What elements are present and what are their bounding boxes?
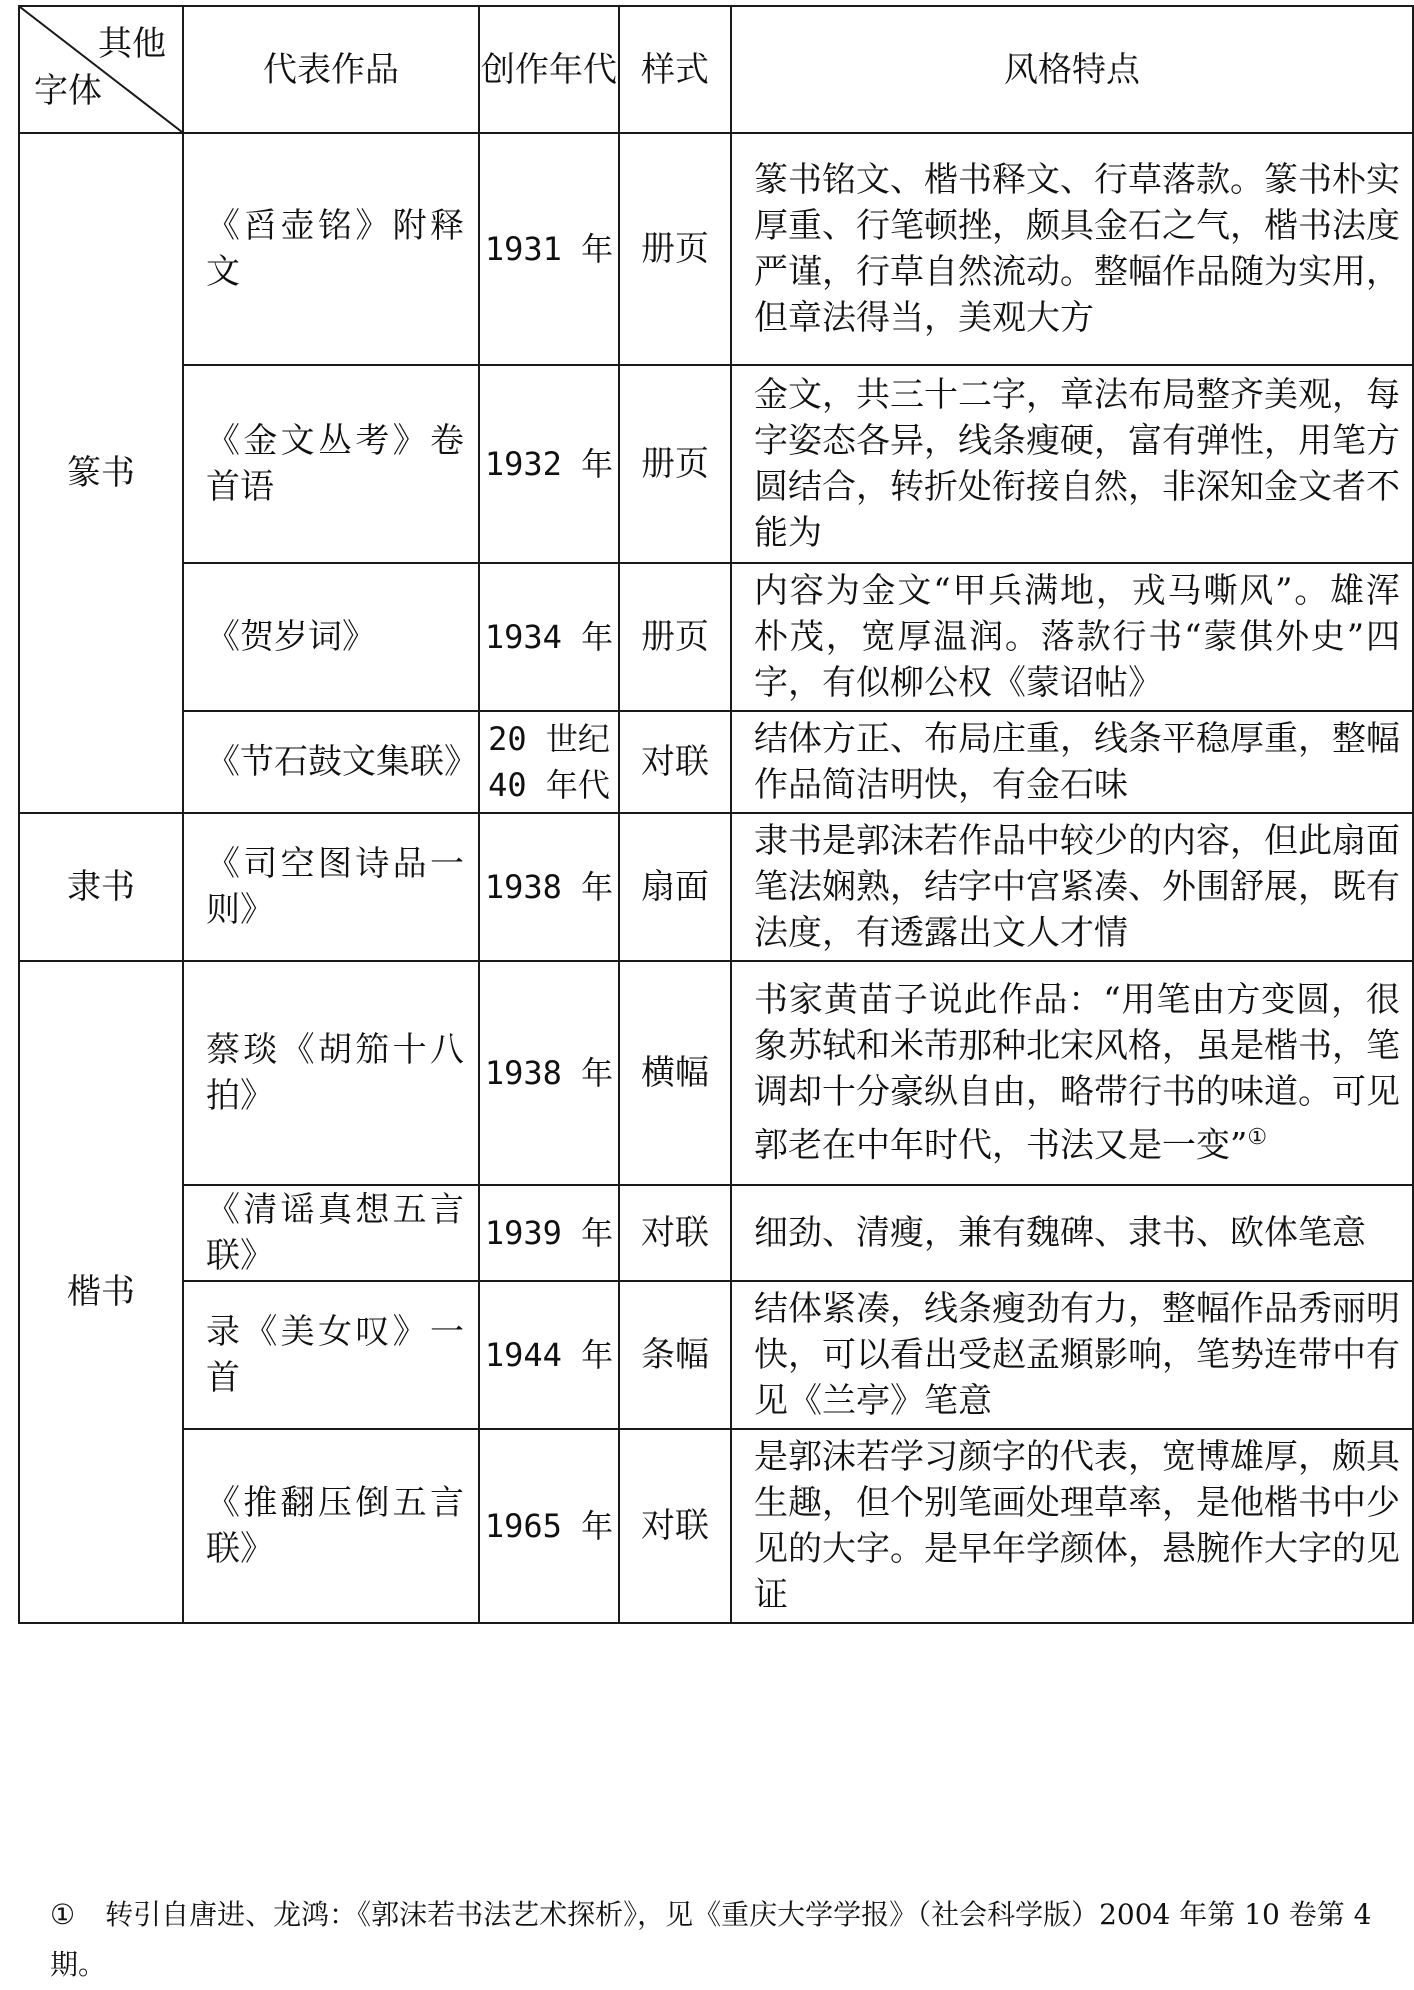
format-cell: 对联 bbox=[619, 1185, 731, 1281]
header-row bbox=[19, 6, 1413, 133]
works-table bbox=[18, 5, 1414, 1624]
feature-cell bbox=[731, 563, 1413, 711]
feature-cell bbox=[731, 961, 1413, 1185]
year-cell: 1932 年 bbox=[479, 365, 619, 563]
work-cell: 《司空图诗品一则》 bbox=[183, 813, 479, 961]
header-year: 创作年代 bbox=[479, 6, 619, 133]
feature-cell bbox=[731, 1281, 1413, 1429]
work-cell: 《贺岁词》 bbox=[183, 563, 479, 711]
work-cell: 《清谣真想五言联》 bbox=[183, 1185, 479, 1281]
year-cell: 1934 年 bbox=[479, 563, 619, 711]
table-row bbox=[19, 1185, 1413, 1281]
feature-text: 书家黄苗子说此作品：“用笔由方变圆，很象苏轼和米芾那种北宋风格，虽是楷书，笔调却十分豪纵自由，略带行书的味道。可见郭老在中年时代，书法又是一变” bbox=[754, 980, 1400, 1166]
category-cell: 隶书 bbox=[19, 813, 183, 961]
diagonal-top-label: 其他 bbox=[98, 24, 166, 64]
feature-cell bbox=[731, 1185, 1413, 1281]
category-cell: 楷书 bbox=[19, 961, 183, 1623]
feature-text: 金文，共三十二字，章法布局整齐美观，每字姿态各异，线条瘦硬，富有弹性，用笔方圆结合，转折处衔接自然，非深知金文者不能为 bbox=[754, 375, 1400, 553]
year-cell: 1944 年 bbox=[479, 1281, 619, 1429]
work-cell: 录《美女叹》一首 bbox=[183, 1281, 479, 1429]
work-cell: 《金文丛考》卷首语 bbox=[183, 365, 479, 563]
year-cell: 1938 年 bbox=[479, 961, 619, 1185]
feature-cell bbox=[731, 133, 1413, 365]
table-row bbox=[19, 711, 1413, 813]
table-row bbox=[19, 1281, 1413, 1429]
feature-text: 细劲、清瘦，兼有魏碑、隶书、欧体笔意 bbox=[754, 1213, 1366, 1253]
feature-cell bbox=[731, 813, 1413, 961]
feature-text: 内容为金文“甲兵满地，戎马嘶风”。雄浑朴茂，宽厚温润。落款行书“蒙倛外史”四字，有似柳公权《蒙诏帖》 bbox=[754, 571, 1400, 703]
year-cell: 1939 年 bbox=[479, 1185, 619, 1281]
footnote-ref: ① bbox=[1247, 1125, 1268, 1151]
work-cell: 蔡琰《胡笳十八拍》 bbox=[183, 961, 479, 1185]
format-cell: 条幅 bbox=[619, 1281, 731, 1429]
year-cell: 20 世纪 40 年代 bbox=[479, 711, 619, 813]
footnote-mark: ① bbox=[50, 1898, 76, 1931]
format-cell: 对联 bbox=[619, 711, 731, 813]
table-body bbox=[19, 133, 1413, 1623]
format-cell: 横幅 bbox=[619, 961, 731, 1185]
diagonal-header-cell bbox=[19, 6, 183, 133]
footnote-text: 转引自唐进、龙鸿：《郭沫若书法艺术探析》，见《重庆大学学报》（社会科学版）2004 年第 10 卷第 4 期。 bbox=[50, 1898, 1372, 1981]
table-row bbox=[19, 563, 1413, 711]
feature-text: 是郭沫若学习颜字的代表，宽博雄厚，颇具生趣，但个别笔画处理草率，是他楷书中少见的大字。是早年学颜体，悬腕作大字的见证 bbox=[754, 1437, 1400, 1615]
work-cell: 《推翻压倒五言联》 bbox=[183, 1429, 479, 1623]
feature-cell bbox=[731, 365, 1413, 563]
feature-text: 隶书是郭沫若作品中较少的内容，但此扇面笔法娴熟，结字中宫紧凑、外围舒展，既有法度，有透露出文人才情 bbox=[754, 821, 1400, 953]
header-work: 代表作品 bbox=[183, 6, 479, 133]
table-row bbox=[19, 365, 1413, 563]
footnote bbox=[50, 1890, 1390, 1990]
feature-text: 篆书铭文、楷书释文、行草落款。篆书朴实厚重、行笔顿挫，颇具金石之气，楷书法度严谨，行草自然流动。整幅作品随为实用，但章法得当，美观大方 bbox=[754, 160, 1400, 338]
year-cell: 1938 年 bbox=[479, 813, 619, 961]
format-cell: 册页 bbox=[619, 563, 731, 711]
feature-cell bbox=[731, 1429, 1413, 1623]
work-cell: 《节石鼓文集联》 bbox=[183, 711, 479, 813]
format-cell: 扇面 bbox=[619, 813, 731, 961]
table-row bbox=[19, 813, 1413, 961]
table-row bbox=[19, 1429, 1413, 1623]
diagonal-bottom-label: 字体 bbox=[34, 71, 102, 111]
year-cell: 1965 年 bbox=[479, 1429, 619, 1623]
feature-text: 结体方正、布局庄重，线条平稳厚重，整幅作品简洁明快，有金石味 bbox=[754, 719, 1400, 805]
header-format: 样式 bbox=[619, 6, 731, 133]
table-row bbox=[19, 961, 1413, 1185]
year-cell: 1931 年 bbox=[479, 133, 619, 365]
feature-cell bbox=[731, 711, 1413, 813]
format-cell: 对联 bbox=[619, 1429, 731, 1623]
work-cell: 《舀壶铭》附释文 bbox=[183, 133, 479, 365]
feature-text: 结体紧凑，线条瘦劲有力，整幅作品秀丽明快，可以看出受赵孟頫影响，笔势连带中有见《兰亭》笔意 bbox=[754, 1289, 1400, 1421]
category-cell: 篆书 bbox=[19, 133, 183, 813]
format-cell: 册页 bbox=[619, 133, 731, 365]
header-feature: 风格特点 bbox=[731, 6, 1413, 133]
format-cell: 册页 bbox=[619, 365, 731, 563]
table-row bbox=[19, 133, 1413, 365]
